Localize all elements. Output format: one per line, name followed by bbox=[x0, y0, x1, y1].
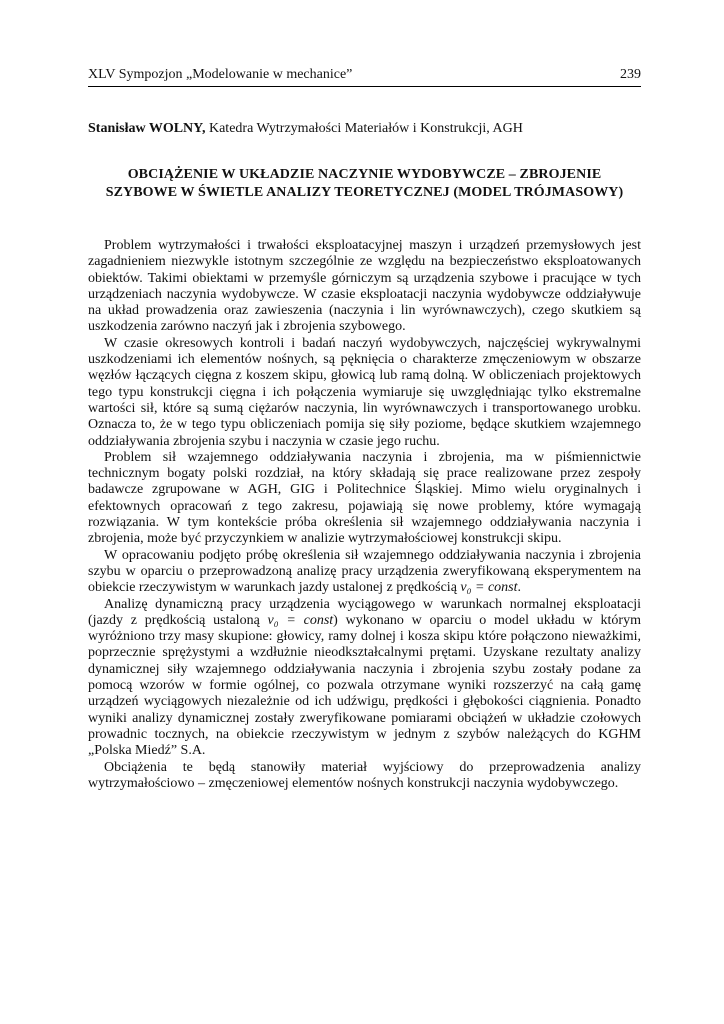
paragraph-5-text-a: Analizę dynamiczną pracy urządzenia wyciągowego w warunkach normalnej eksploatacji (jazdy z prędkością ustaloną bbox=[88, 596, 641, 628]
paragraph-6: Obciążenia te będą stanowiły materiał wyjściowy do przeprowadzenia analizy wytrzymałościowo – zmęczeniowej elementów nośnych konstrukcji naczynia wydobywczego. bbox=[88, 759, 641, 791]
author-affiliation: Katedra Wytrzymałości Materiałów i Konstrukcji, AGH bbox=[205, 121, 523, 136]
velocity-symbol: v₀ = const bbox=[460, 580, 518, 596]
paragraph-5 bbox=[88, 597, 641, 760]
author-name: Stanisław WOLNY, bbox=[88, 121, 206, 136]
body-text bbox=[88, 238, 641, 792]
title-line-1: OBCIĄŻENIE W UKŁADZIE NACZYNIE WYDOBYWCZE – ZBROJENIE bbox=[127, 167, 602, 182]
paragraph-4 bbox=[88, 548, 641, 597]
paragraph-5-text-b: ) wykonano w oparciu o model układu w którym wyróżniono trzy masy skupione: głowicy, ramy dolnej i kosza skipu które połączono nieważkimi, poprzecznie sprężystymi a wzdłużnie nieodkształcalnymi prętami. Uzyskane rezultaty analizy dynamicznej siły wzajemnego oddziaływania naczynia i zbrojenia szybu zostały podane za pomocą wzorów w formie ogólnej, co pozwala otrzymane wyniki rozszerzyć na całą gamę urządzeń wyciągowych niezależnie od ich udźwigu, prędkości i głębokości ciągnienia. Ponadto wyniki analizy dynamicznej zostały zweryfikowane pomiarami obciążeń w układzie czołowych prowadnic tocznych, na obiekcie rzeczywistym w jednym z szybów należących do KGHM „Polska Miedź” S.A. bbox=[88, 612, 641, 759]
paragraph-2: W czasie okresowych kontroli i badań naczyń wydobywczych, najczęściej wykrywalnymi uszkodzeniami ich elementów nośnych, są pęknięcia o charakterze zmęczeniowym w obszarze węzłów łączących cięgna z koszem skipu, głowicą lub ramą dolną. W obliczeniach projektowych tego typu konstrukcji cięgna i ich połączenia wymiaruje się uwzględniając tylko ekstremalne wartości sił, które są sumą ciężarów naczynia, lin wyrównawczych i transportowanego urobku. Oznacza to, że w tego typu obliczeniach pomija się siły poziome, będące skutkiem wzajemnego oddziaływania zbrojenia szybu i naczynia w czasie jego ruchu. bbox=[88, 335, 641, 449]
title-line-2: SZYBOWE W ŚWIETLE ANALIZY TEORETYCZNEJ (MODEL TRÓJMASOWY) bbox=[105, 185, 624, 200]
author-line bbox=[88, 120, 641, 138]
paragraph-3: Problem sił wzajemnego oddziaływania naczynia i zbrojenia, ma w piśmiennictwie technicznym bogaty polski rozdział, na który składają się prace realizowane przez zespoły badawcze zgrupowane w AGH, GIG i Politechnice Śląskiej. Mimo wielu oryginalnych i efektownych opracowań z tego zakresu, pojawiają się nowe problemy, które wymagają rozwiązania. W tym kontekście próba określenia sił wzajemnego oddziaływania naczynia i zbrojenia, może być przyczynkiem w analizie wytrzymałościowej konstrukcji skipu. bbox=[88, 449, 641, 547]
page-number: 239 bbox=[620, 67, 641, 82]
paper-title bbox=[88, 166, 641, 202]
paragraph-4-end: . bbox=[517, 580, 522, 596]
page bbox=[88, 0, 641, 1024]
journal-title: XLV Sympozjon „Modelowanie w mechanice” bbox=[88, 67, 353, 82]
paragraph-4-text: W opracowaniu podjęto próbę określenia sił wzajemnego oddziaływania naczynia i zbrojenia szybu w oparciu o przeprowadzoną analizę pracy urządzenia zweryfikowaną eksperymentem na obiekcie rzeczywistym w warunkach jazdy ustalonej z prędkością bbox=[88, 547, 641, 596]
velocity-symbol: v₀ = const bbox=[267, 612, 334, 628]
paragraph-1: Problem wytrzymałości i trwałości eksploatacyjnej maszyn i urządzeń przemysłowych jest zagadnieniem niezwykle istotnym szczególnie ze względu na bezpieczeństwo eksploatowanych obiektów. Takimi obiektami w przemyśle górniczym są urządzenia szybowe i pracujące w tych urządzeniach naczynia wydobywcze. W czasie eksploatacji naczynia wydobywcze oddziaływuje na układ prowadzenia oraz zawieszenia (naczynia i lin wyrównawczych), czego skutkiem są uszkodzenia zarówno naczyń jak i zbrojenia szybowego. bbox=[88, 238, 641, 335]
running-header bbox=[88, 64, 641, 87]
